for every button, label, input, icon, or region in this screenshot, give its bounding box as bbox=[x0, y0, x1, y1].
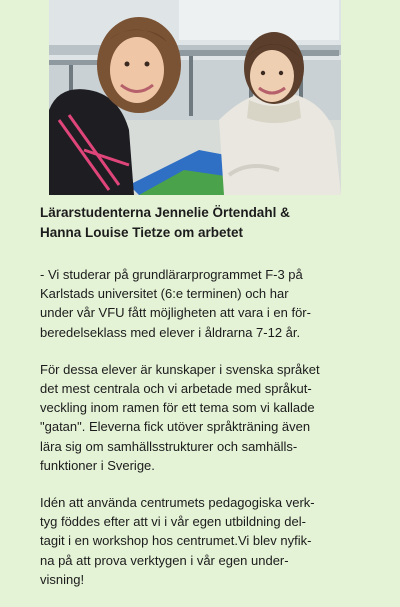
paragraph-3 bbox=[40, 493, 372, 589]
article-heading bbox=[40, 203, 372, 243]
paragraph-line: Idén att använda centrumets pedagogiska verk- bbox=[40, 495, 315, 511]
paragraph-line: "gatan". Eleverna fick utöver språkträning även bbox=[40, 419, 311, 435]
students-photo bbox=[49, 0, 341, 195]
heading-line: Lärarstudenterna Jennelie Örtendahl & bbox=[40, 205, 290, 220]
paragraph-line: visning! bbox=[40, 571, 85, 587]
paragraph-line: För dessa elever är kunskaper i svenska språket bbox=[40, 361, 320, 377]
paragraph-line: na på att prova verktygen i vår egen under- bbox=[40, 552, 289, 568]
paragraph-1 bbox=[40, 265, 372, 342]
photo-two-students-icon bbox=[49, 0, 341, 195]
paragraph-line: funktioner i Sverige. bbox=[40, 457, 155, 473]
paragraph-line: lära sig om samhällsstrukturer och samhälls- bbox=[40, 438, 298, 454]
heading-line: Hanna Louise Tietze om arbetet bbox=[40, 225, 244, 240]
paragraph-2 bbox=[40, 360, 372, 475]
paragraph-line: tagit i en workshop hos centrumet.Vi blev nyfik- bbox=[40, 533, 312, 549]
paragraph-line: det mest centrala och vi arbetade med språkut- bbox=[40, 381, 312, 397]
paragraph-line: - Vi studerar på grundlärarprogrammet F-3 på bbox=[40, 267, 303, 282]
paragraph-line: Karlstads universitet (6:e terminen) och har bbox=[40, 286, 289, 302]
paragraph-line: tyg föddes efter att vi i vår egen utbildning del- bbox=[40, 514, 306, 530]
paragraph-line: beredelseklass med elever i åldrarna 7-12 år. bbox=[40, 324, 301, 340]
paragraph-line: under vår VFU fått möjligheten att vara i en för- bbox=[40, 305, 311, 321]
article-text bbox=[40, 203, 372, 607]
paragraph-line: veckling inom ramen för ett tema som vi kallade bbox=[40, 400, 315, 416]
